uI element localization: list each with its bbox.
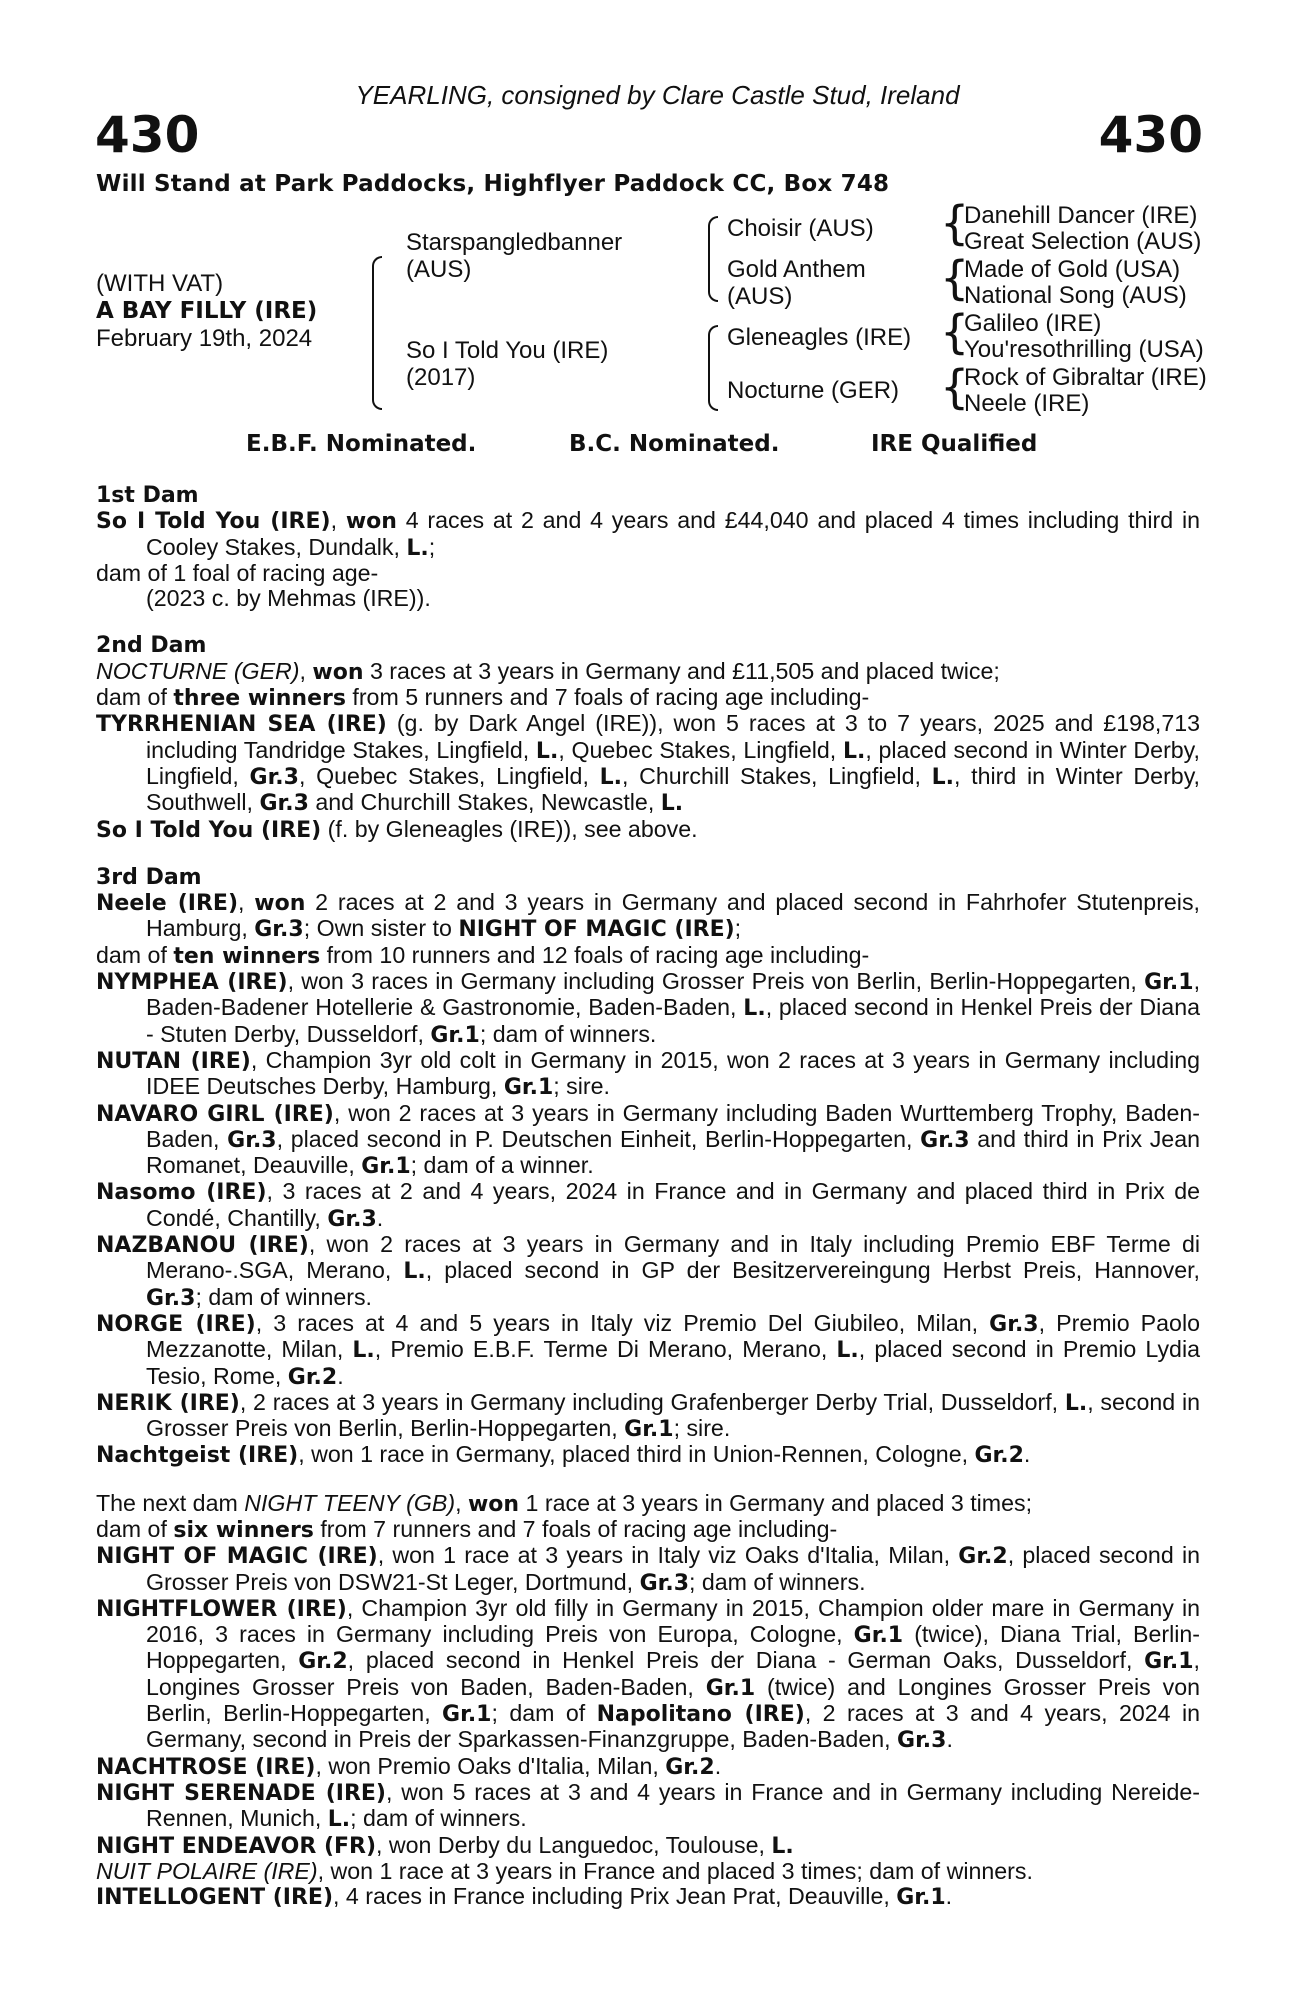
horse-name: INTELLOGENT (IRE) xyxy=(96,1885,334,1911)
brace-2: { xyxy=(940,251,970,305)
text: , won 3 races in Germany including Grosser Preis von Berlin, Berlin-Hoppegarten, xyxy=(287,968,1145,995)
grade: Gr.1 xyxy=(503,1075,554,1101)
grade: Gr.2 xyxy=(665,1754,715,1780)
won-label: won xyxy=(254,891,306,917)
horse-name: NACHTROSE (IRE) xyxy=(96,1754,316,1780)
text: ; xyxy=(428,533,436,560)
produce-intellogent xyxy=(96,1884,1200,1910)
text: (twice) and Longines Grosser Preis von Berlin, Berlin-Hoppegarten, xyxy=(146,1673,1201,1727)
produce-nachtrose xyxy=(96,1754,1200,1780)
text: , 3 races at 2 and 4 years, 2024 in France and in Germany and placed third in Prix de Condé, Chantilly, xyxy=(146,1178,1200,1231)
produce-nymphea xyxy=(96,969,1200,1048)
grade: L. xyxy=(599,764,622,790)
winners-count: three winners xyxy=(173,686,346,712)
grade: Gr.3 xyxy=(327,1206,377,1232)
text: The next dam xyxy=(96,1489,245,1516)
produce-navaro-girl xyxy=(96,1101,1200,1180)
next-dam-produce xyxy=(96,1517,1200,1543)
text: ; dam of winners. xyxy=(479,1020,657,1047)
grade: Gr.1 xyxy=(361,1154,411,1180)
ped-dsd: You'resothrilling (USA) xyxy=(964,336,1204,363)
text: from 10 runners and 12 foals of racing age including- xyxy=(320,941,870,968)
text: , Champion 3yr old colt in Germany in 2015, won 2 races at 3 years in Germany including IDEE Deutsches Derby, Hamburg, xyxy=(146,1046,1201,1100)
text: ; dam of winners. xyxy=(195,1283,372,1310)
text: , won 1 race at 3 years in France and placed 3 times; dam of winners. xyxy=(317,1857,1033,1884)
next-dam-entry: The next dam NIGHT TEENY (GB), won 1 race at 3 years in Germany and placed 3 times; xyxy=(96,1489,1033,1517)
grade: L. xyxy=(743,996,766,1022)
dam-dam: Nocturne (GER) xyxy=(727,377,900,404)
text: , won 2 races at 3 years in Germany and in Italy including Premio EBF Terme di Merano-.SGA, Merano, xyxy=(146,1231,1200,1284)
grade: Gr.2 xyxy=(287,1364,338,1390)
text: , 2 races at 3 years in Germany including Grafenberger Derby Trial, Dusseldorf, xyxy=(239,1388,1065,1415)
text: 3 races at 3 years in Germany and £11,505 and placed twice; xyxy=(363,657,1000,684)
text: . xyxy=(714,1752,722,1779)
text: , placed second in Grosser Preis von DSW21-St Leger, Dortmund, xyxy=(146,1542,1200,1595)
brace-4: { xyxy=(940,360,970,414)
sire-dam-country: (AUS) xyxy=(727,283,793,310)
third-dam-produce xyxy=(96,943,1200,969)
first-dam-entry: So I Told You (IRE), won 4 races at 2 and 4 years and £44,040 and placed 4 times including third in Cooley Stakes, Dundalk, L.; xyxy=(96,507,1201,561)
text: , 2 races at 3 and 4 years, 2024 in Germany, second in Preis der Sparkassen-Finanzgruppe, Baden-Baden, xyxy=(146,1700,1201,1753)
dam: So I Told You (IRE) xyxy=(406,337,609,364)
next-dam-name: NIGHT TEENY (GB) xyxy=(244,1489,456,1516)
sire-sire: Choisir (AUS) xyxy=(727,215,874,242)
grade: L. xyxy=(1064,1390,1088,1416)
text: ; dam of winners. xyxy=(350,1805,527,1832)
text: ; xyxy=(734,915,742,942)
grade: Gr.1 xyxy=(1144,970,1194,996)
grade: L. xyxy=(406,535,429,561)
text: dam of xyxy=(96,684,174,711)
stand-location: Will Stand at Park Paddocks, Highflyer Paddock CC, Box 748 xyxy=(96,171,890,197)
sire-country: (AUS) xyxy=(406,256,472,283)
second-dam-heading: 2nd Dam xyxy=(96,633,207,659)
text: dam of xyxy=(96,941,174,968)
text: dam of xyxy=(96,1515,174,1542)
horse-name: Nachtgeist (IRE) xyxy=(96,1443,299,1469)
text: , won 1 race in Germany, placed third in Union-Rennen, Cologne, xyxy=(298,1441,975,1468)
text: , placed second in Winter Derby, Lingfield, xyxy=(146,736,1200,789)
produce-tyrrhenian-sea xyxy=(96,711,1200,816)
winners-count: ten winners xyxy=(173,943,321,969)
text: , won 2 races at 3 years in Germany including Baden Wurttemberg Trophy, Baden-Baden, xyxy=(146,1099,1201,1152)
horse-name: NAZBANOU (IRE) xyxy=(96,1233,309,1259)
text: , 3 races at 4 and 5 years in Italy viz Premio Del Giubileo, Milan, xyxy=(255,1309,990,1336)
second-dam-produce xyxy=(96,685,1200,711)
horse-name: NIGHT SERENADE (IRE) xyxy=(96,1780,386,1806)
ped-dss: Galileo (IRE) xyxy=(964,310,1102,337)
horse-name: NYMPHEA (IRE) xyxy=(96,970,288,996)
lot-number-right: 430 xyxy=(1098,106,1203,164)
grade: Gr.1 xyxy=(624,1417,674,1443)
sire-dam: Gold Anthem xyxy=(727,256,866,283)
grade: Gr.2 xyxy=(958,1544,1008,1570)
grade: Gr.3 xyxy=(259,791,309,817)
grade: Gr.3 xyxy=(254,917,304,943)
text: and Churchill Stakes, Newcastle, xyxy=(308,789,661,816)
grade: Gr.1 xyxy=(442,1702,492,1728)
lot-number-left: 430 xyxy=(95,106,200,164)
vat-note: (WITH VAT) xyxy=(96,270,224,297)
grade: L. xyxy=(535,738,559,764)
text: and third in Prix Jean Romanet, Deauville, xyxy=(146,1125,1200,1179)
won-label: won xyxy=(467,1491,520,1517)
text: , placed second in Henkel Preis der Diana - Stuten Derby, Dusseldorf, xyxy=(146,994,1200,1047)
produce-nightflower xyxy=(96,1596,1200,1754)
produce-night-serenade xyxy=(96,1780,1200,1833)
horse-name: NUIT POLAIRE (IRE) xyxy=(96,1857,318,1884)
ire-qualified: IRE Qualified xyxy=(871,431,1038,457)
produce-nachtgeist xyxy=(96,1442,1200,1468)
first-dam-name: So I Told You (IRE) xyxy=(96,509,331,535)
horse-name: NIGHTFLOWER (IRE) xyxy=(96,1596,347,1622)
text: (f. by Gleneagles (IRE)), see above. xyxy=(321,815,698,842)
text: , 4 races in France including Prix Jean Prat, Deauville, xyxy=(333,1883,897,1910)
horse-name: NIGHT OF MAGIC (IRE) xyxy=(96,1544,378,1570)
sire-line-brace xyxy=(708,216,718,302)
text: ; dam of a winner. xyxy=(410,1152,594,1179)
horse-name: NAVARO GIRL (IRE) xyxy=(96,1101,334,1127)
produce-so-i-told-you xyxy=(96,817,1200,843)
ped-ddd: Neele (IRE) xyxy=(964,390,1090,417)
produce-nasomo xyxy=(96,1179,1200,1232)
consignment-line: YEARLING, consigned by Clare Castle Stud, Ireland xyxy=(355,80,960,110)
text: 2 races at 2 and 3 years in Germany and placed second in Fahrhofer Stutenpreis, Hamburg, xyxy=(146,889,1200,942)
horse-name: NORGE (IRE) xyxy=(96,1311,256,1337)
horse-name: TYRRHENIAN SEA (IRE) xyxy=(96,712,387,738)
text: . xyxy=(376,1204,384,1231)
grade: Gr.3 xyxy=(146,1285,196,1311)
horse-name: NERIK (IRE) xyxy=(96,1390,240,1416)
grade: Gr.3 xyxy=(920,1127,970,1153)
text: , placed second in P. Deutschen Einheit, Berlin-Hoppegarten, xyxy=(276,1125,921,1152)
grade: L. xyxy=(771,1833,794,1859)
sire: Starspangledbanner xyxy=(406,229,623,256)
brace-3: { xyxy=(940,305,970,359)
grade: L. xyxy=(327,1807,351,1833)
horse-name: So I Told You (IRE) xyxy=(96,817,322,843)
grade: L. xyxy=(842,738,866,764)
horse-name: NIGHT OF MAGIC (IRE) xyxy=(458,917,735,943)
text: , placed second in Henkel Preis der Diana - German Oaks, Dusseldorf, xyxy=(347,1647,1145,1674)
won-label: won xyxy=(345,509,397,535)
text: , Champion 3yr old filly in Germany in 2015, Champion older mare in Germany in 2016, 3 races in Germany including Preis von Europa, Cologne, xyxy=(146,1594,1200,1648)
third-dam-entry: Neele (IRE), won 2 races at 2 and 3 years in Germany and placed second in Fahrhofer Stutenpreis, Hamburg, Gr.3; Own sister to NIGHT OF MAGIC (IRE); xyxy=(96,889,1200,943)
grade: Gr.1 xyxy=(705,1675,756,1701)
dam-sire: Gleneagles (IRE) xyxy=(727,324,912,351)
text: 4 races at 2 and 4 years and £44,040 and placed 4 times including third in Cooley Stakes, Dundalk, xyxy=(146,507,1201,560)
text: , placed second in GP der Besitzervereingung Herbst Preis, Hannover, xyxy=(425,1257,1200,1284)
grade: Gr.2 xyxy=(974,1443,1024,1469)
text: , placed second in Premio Lydia Tesio, Rome, xyxy=(146,1336,1201,1389)
text: , Baden-Badener Hotellerie & Gastronomie, Baden-Baden, xyxy=(146,968,1201,1021)
first-dam-foal-1: (2023 c. by Mehmas (IRE)). xyxy=(146,585,431,612)
third-dam-name: Neele (IRE) xyxy=(96,891,238,917)
winners-count: six winners xyxy=(173,1517,314,1543)
text: , won 1 race at 3 years in Italy viz Oaks d'Italia, Milan, xyxy=(377,1542,959,1569)
second-dam-name: NOCTURNE (GER) xyxy=(96,657,300,684)
text: , Quebec Stakes, Lingfield, xyxy=(298,762,600,789)
grade: Gr.3 xyxy=(249,764,299,790)
horse-name: NIGHT ENDEAVOR (FR) xyxy=(96,1833,377,1859)
produce-nuit-polaire xyxy=(96,1859,1200,1884)
text: , Longines Grosser Preis von Baden, Baden-Baden, xyxy=(146,1647,1200,1700)
won-label: won xyxy=(312,659,364,685)
catalogue-body xyxy=(96,483,1200,1910)
text: , Premio Paolo Mezzanotte, Milan, xyxy=(146,1309,1200,1363)
pedigree-brace xyxy=(372,256,382,410)
text: (twice), Diana Trial, Berlin-Hoppegarten, xyxy=(146,1621,1201,1674)
grade: Gr.1 xyxy=(1144,1649,1194,1675)
ped-ssd: Great Selection (AUS) xyxy=(964,228,1202,255)
grade: Gr.3 xyxy=(639,1570,689,1596)
text: . xyxy=(945,1883,953,1910)
ped-sss: Danehill Dancer (IRE) xyxy=(964,202,1198,229)
bc-nominated: B.C. Nominated. xyxy=(569,431,780,457)
ped-sdd: National Song (AUS) xyxy=(964,282,1187,309)
horse-name: Nasomo (IRE) xyxy=(96,1180,267,1206)
horse-name: NUTAN (IRE) xyxy=(96,1048,251,1074)
horse-name: Napolitano (IRE) xyxy=(596,1702,805,1728)
third-dam-heading: 3rd Dam xyxy=(96,864,202,890)
foaling-date: February 19th, 2024 xyxy=(96,325,313,352)
text: ; sire. xyxy=(673,1415,731,1442)
grade: Gr.2 xyxy=(298,1649,348,1675)
text: ; Own sister to xyxy=(303,915,459,942)
produce-night-endeavor xyxy=(96,1833,1200,1859)
text: , Quebec Stakes, Lingfield, xyxy=(558,736,843,763)
text: ; dam of winners. xyxy=(689,1568,866,1595)
produce-nutan xyxy=(96,1048,1200,1101)
text: . xyxy=(337,1362,344,1389)
produce-norge xyxy=(96,1311,1200,1390)
grade: Gr.1 xyxy=(853,1623,904,1649)
text: from 5 runners and 7 foals of racing age including- xyxy=(345,684,870,711)
dam-line-brace xyxy=(708,325,718,411)
grade: Gr.1 xyxy=(430,1022,480,1048)
grade: Gr.3 xyxy=(227,1127,277,1153)
grade: L. xyxy=(660,791,684,817)
grade: L. xyxy=(403,1259,426,1285)
text: , won 5 races at 3 and 4 years in France and in Germany including Nereide-Rennen, Munich, xyxy=(146,1778,1200,1832)
text: from 7 runners and 7 foals of racing age including- xyxy=(313,1515,838,1542)
text: , won Derby du Languedoc, Toulouse, xyxy=(376,1831,772,1858)
dam-year: (2017) xyxy=(406,364,476,391)
text: , second in Grosser Preis von Berlin, Berlin-Hoppegarten, xyxy=(146,1388,1201,1442)
ped-sds: Made of Gold (USA) xyxy=(964,256,1181,283)
grade: Gr.3 xyxy=(989,1311,1039,1337)
grade: Gr.3 xyxy=(897,1728,947,1754)
brace-1: { xyxy=(940,196,970,250)
grade: L. xyxy=(931,764,955,790)
text: ; dam of xyxy=(491,1700,597,1727)
text: , third in Winter Derby, Southwell, xyxy=(146,762,1201,816)
text: , won Premio Oaks d'Italia, Milan, xyxy=(315,1752,666,1779)
text: ; sire. xyxy=(553,1073,610,1100)
text: , Churchill Stakes, Lingfield, xyxy=(622,762,932,789)
grade: Gr.1 xyxy=(896,1885,946,1911)
first-dam-foals: dam of 1 foal of racing age- xyxy=(96,559,379,586)
first-dam-heading: 1st Dam xyxy=(96,483,199,508)
ped-dds: Rock of Gibraltar (IRE) xyxy=(964,364,1207,391)
text: 1 race at 3 years in Germany and placed 3 times; xyxy=(519,1489,1033,1516)
text: (g. by Dark Angel (IRE)), won 5 races at 3 to 7 years, 2025 and £198,713 including Tandridge Stakes, Lingfield, xyxy=(146,710,1201,763)
horse-name: A BAY FILLY (IRE) xyxy=(96,298,318,324)
grade: L. xyxy=(836,1338,859,1364)
produce-night-of-magic xyxy=(96,1543,1200,1596)
text: , Premio E.B.F. Terme Di Merano, Merano, xyxy=(374,1336,837,1363)
text: . xyxy=(946,1726,953,1753)
second-dam-entry: NOCTURNE (GER), won 3 races at 3 years in Germany and £11,505 and placed twice; xyxy=(96,657,1000,685)
produce-nerik xyxy=(96,1390,1200,1443)
ebf-nominated: E.B.F. Nominated. xyxy=(246,431,477,457)
text: . xyxy=(1023,1441,1031,1468)
grade: L. xyxy=(352,1338,375,1364)
produce-nazbanou xyxy=(96,1232,1200,1311)
